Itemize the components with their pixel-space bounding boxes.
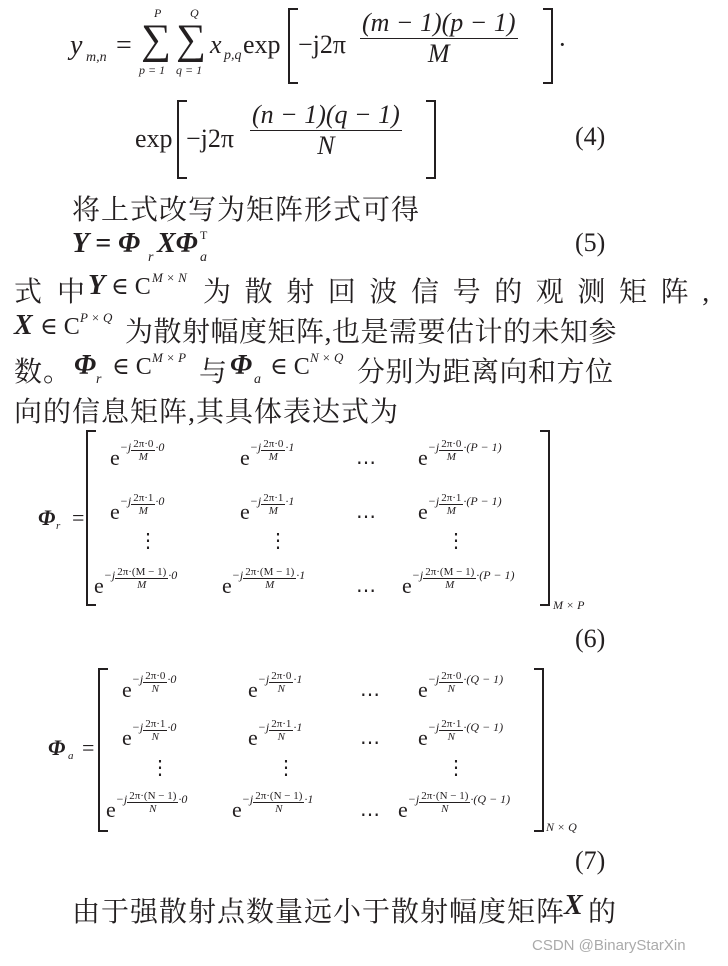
- numerator: 2π·0: [441, 670, 462, 682]
- eq4-equals: =: [116, 30, 132, 61]
- numerator: 2π·(M − 1): [245, 566, 295, 578]
- exponent: [412, 566, 515, 591]
- exponent-fraction: [261, 492, 285, 517]
- multiplier: ·1: [293, 672, 303, 686]
- sum1-top: P: [154, 6, 162, 20]
- multiplier: ·0: [167, 720, 177, 734]
- multiplier: ·0: [167, 672, 177, 686]
- exp-base: e: [418, 445, 428, 470]
- denominator: M: [268, 451, 278, 463]
- equation-number: (7): [575, 846, 606, 875]
- symbol: ∈ C: [270, 354, 310, 380]
- matrix-entry: [94, 566, 177, 599]
- numerator: 2π·(M − 1): [117, 566, 167, 578]
- multiplier: ·(Q − 1): [463, 720, 504, 734]
- text: 的: [588, 897, 618, 928]
- eq4-lhs-sub: m,n: [86, 50, 107, 65]
- denominator: N: [277, 731, 285, 743]
- sum-icon: ∑: [176, 17, 206, 63]
- exp-base: e: [122, 725, 132, 750]
- symbol: Φ: [230, 350, 253, 381]
- symbol: ∈ C: [112, 354, 152, 380]
- exp-base: e: [248, 677, 258, 702]
- exp-prefix: −j: [249, 440, 262, 454]
- vdots-icon: ⋮: [268, 530, 288, 552]
- numerator: (m − 1)(p − 1): [362, 8, 516, 37]
- denominator: M: [445, 579, 455, 591]
- matrix-entry: [240, 492, 294, 525]
- numerator: 2π·0: [133, 438, 154, 450]
- vdots-icon: ⋮: [446, 757, 466, 779]
- denominator: M: [427, 39, 450, 68]
- denominator: N: [447, 683, 455, 695]
- exponent: [232, 566, 305, 591]
- eq6-equals: =: [72, 505, 85, 530]
- exponent: [120, 438, 165, 463]
- exponent-fraction: [439, 670, 463, 695]
- denominator: N: [151, 731, 159, 743]
- matrix-size: N × Q: [546, 820, 577, 834]
- sum-icon: ∑: [141, 17, 171, 63]
- exponent-fraction: [127, 790, 178, 815]
- exp-base: e: [402, 573, 412, 598]
- text: 为 散 射 回 波 信 号 的 观 测 矩 阵 ,: [203, 277, 713, 308]
- exp-base: e: [248, 725, 258, 750]
- text: 为散射幅度矩阵,也是需要估计的未知参: [125, 317, 618, 348]
- exp-prefix: −j: [427, 494, 440, 508]
- numerator: 2π·(N − 1): [421, 790, 469, 802]
- exp-base: e: [110, 499, 120, 524]
- exponent-fraction: [439, 718, 463, 743]
- exponent: [120, 492, 165, 517]
- equation-number: (4): [575, 122, 606, 151]
- eq6-lhs-sub: r: [56, 520, 61, 532]
- numerator: 2π·0: [145, 670, 166, 682]
- hdots-icon: ⋯: [360, 804, 380, 826]
- multiplier: ·1: [293, 720, 303, 734]
- eq5-sub-a: a: [200, 250, 207, 265]
- eq5-x-phi: XΦ: [157, 228, 198, 259]
- exp-base: e: [232, 797, 242, 822]
- exponent-fraction: [143, 718, 167, 743]
- eq4-lhs: y: [70, 30, 83, 61]
- exp-prefix: −j: [131, 672, 144, 686]
- exponent: [242, 790, 314, 815]
- multiplier: ·(Q − 1): [463, 672, 504, 686]
- exponent-fraction: [131, 492, 155, 517]
- eq7-lhs-sub: a: [68, 750, 74, 762]
- exponent-fraction: [423, 566, 476, 591]
- matrix-entry: [418, 718, 503, 751]
- exponent: [132, 670, 177, 695]
- multiplier: ·1: [296, 568, 306, 582]
- right-bracket: [543, 8, 553, 84]
- numerator: 2π·1: [145, 718, 166, 730]
- multiplier: ·(P − 1): [476, 568, 515, 582]
- eq5-sub-r: r: [148, 250, 154, 265]
- eq6-lhs: Φ: [38, 505, 56, 530]
- vdots-icon: ⋮: [276, 757, 296, 779]
- matrix-entry: [418, 438, 502, 471]
- multiplier: ·1: [285, 440, 295, 454]
- exponent-fraction: [439, 492, 463, 517]
- denominator: N: [151, 683, 159, 695]
- symbol: Φ: [74, 350, 97, 381]
- vdots-icon: ⋮: [138, 530, 158, 552]
- numerator: (n − 1)(q − 1): [252, 100, 400, 129]
- exponent: [428, 670, 503, 695]
- hdots-icon: ⋯: [360, 732, 380, 754]
- multiplier: ·0: [155, 440, 165, 454]
- symbol: X: [14, 310, 33, 341]
- eq4-x: x: [210, 30, 222, 59]
- exp-prefix: −j: [257, 672, 270, 686]
- exponent: [408, 790, 510, 815]
- equation-number: (6): [575, 624, 606, 653]
- numerator: 2π·0: [441, 438, 462, 450]
- text: 向的信息矩阵,其具体表达式为: [14, 397, 400, 428]
- exp-prefix: −j: [407, 792, 420, 806]
- numerator: 2π·(N − 1): [255, 790, 303, 802]
- exponent-fraction: [261, 438, 285, 463]
- exponent-fraction: [115, 566, 168, 591]
- multiplier: ·0: [168, 568, 178, 582]
- exp-base: e: [418, 499, 428, 524]
- symbol: X: [564, 890, 583, 921]
- right-bracket: [540, 430, 550, 606]
- denominator: M: [137, 579, 147, 591]
- matrix-entry: [232, 790, 313, 823]
- exponent-fraction: [143, 670, 167, 695]
- watermark: CSDN @BinaryStarXin: [532, 937, 686, 954]
- denominator: M: [268, 505, 278, 517]
- eq4-dot: ·: [558, 30, 567, 59]
- exponent-fraction: [419, 790, 470, 815]
- numerator: 2π·1: [441, 492, 462, 504]
- text: 与: [199, 357, 229, 388]
- numerator: 2π·1: [271, 718, 292, 730]
- exponent: [428, 438, 502, 463]
- matrix-entry: [122, 670, 176, 703]
- exp-base: e: [240, 445, 250, 470]
- exp-prefix: −j: [427, 720, 440, 734]
- matrix-size: M × P: [553, 598, 585, 612]
- denominator: N: [149, 803, 157, 815]
- numerator: 2π·1: [133, 492, 154, 504]
- eq4-exp-2: exp: [135, 124, 173, 153]
- eq7-equals: =: [82, 735, 95, 760]
- hdots-icon: ⋯: [356, 580, 376, 602]
- exponent: [250, 492, 295, 517]
- sum2-bot: q = 1: [176, 63, 203, 77]
- paragraph-line: 将上式改写为矩阵形式可得: [72, 195, 421, 226]
- multiplier: ·(Q − 1): [470, 792, 511, 806]
- hdots-icon: ⋯: [360, 684, 380, 706]
- denominator: M: [446, 451, 456, 463]
- matrix-entry: [222, 566, 305, 599]
- text: 式 中: [14, 277, 90, 308]
- right-bracket: [426, 100, 436, 179]
- numerator: 2π·1: [263, 492, 284, 504]
- matrix-entry: [248, 718, 302, 751]
- exponent: [428, 718, 503, 743]
- superscript: M × P: [152, 350, 187, 365]
- exponent-fraction: [253, 790, 304, 815]
- eq4-exp: exp: [243, 30, 281, 59]
- superscript: M × N: [152, 270, 187, 285]
- sum1-bot: p = 1: [139, 63, 166, 77]
- exponent-fraction: [131, 438, 155, 463]
- exponent-fraction: [439, 438, 463, 463]
- exp-prefix: −j: [411, 568, 424, 582]
- superscript: P × Q: [80, 310, 113, 325]
- text: 分别为距离向和方位: [357, 357, 614, 388]
- denominator: M: [265, 579, 275, 591]
- exp-base: e: [110, 445, 120, 470]
- exp-prefix: −j: [427, 672, 440, 686]
- matrix-entry: [398, 790, 510, 823]
- exp-prefix: −j: [115, 792, 128, 806]
- numerator: 2π·0: [271, 670, 292, 682]
- exp-prefix: −j: [249, 494, 262, 508]
- symbol: Y: [88, 270, 106, 301]
- exp-base: e: [106, 797, 116, 822]
- denominator: M: [446, 505, 456, 517]
- left-bracket: [288, 8, 298, 84]
- matrix-entry: [110, 492, 164, 525]
- exp-prefix: −j: [103, 568, 116, 582]
- matrix-entry: [240, 438, 294, 471]
- numerator: 2π·0: [263, 438, 284, 450]
- eq4-fraction-2: [250, 100, 402, 161]
- matrix-entry: [402, 566, 514, 599]
- exponent: [250, 438, 295, 463]
- symbol: ∈ C: [111, 274, 151, 300]
- text: 由于强散射点数量远小于散射幅度矩阵: [72, 897, 566, 928]
- equation-number: (5): [575, 228, 606, 257]
- denominator: N: [441, 803, 449, 815]
- exp-prefix: −j: [257, 720, 270, 734]
- exp-base: e: [240, 499, 250, 524]
- eq4-j2pi-2: −j2π: [186, 124, 235, 153]
- exponent-fraction: [269, 718, 293, 743]
- eq7-lhs: Φ: [48, 735, 66, 760]
- eq5-expr: Y = Φ: [72, 228, 141, 259]
- multiplier: ·1: [285, 494, 295, 508]
- hdots-icon: ⋯: [356, 452, 376, 474]
- multiplier: ·0: [155, 494, 165, 508]
- symbol: ∈ C: [40, 314, 80, 340]
- exponent-fraction: [243, 566, 296, 591]
- denominator: N: [277, 683, 285, 695]
- hdots-icon: ⋯: [356, 506, 376, 528]
- exponent: [428, 492, 502, 517]
- exp-prefix: −j: [119, 494, 132, 508]
- exponent-fraction: [269, 670, 293, 695]
- denominator: N: [317, 131, 335, 160]
- superscript: N × Q: [310, 350, 344, 365]
- eq4-j2pi: −j2π: [298, 30, 347, 59]
- matrix-entry: [418, 670, 503, 703]
- multiplier: ·0: [178, 792, 188, 806]
- numerator: 2π·(N − 1): [129, 790, 177, 802]
- vdots-icon: ⋮: [150, 757, 170, 779]
- exp-base: e: [418, 677, 428, 702]
- matrix-entry: [122, 718, 176, 751]
- vdots-icon: ⋮: [446, 530, 466, 552]
- denominator: N: [275, 803, 283, 815]
- text: 数。: [14, 357, 73, 388]
- exp-prefix: −j: [427, 440, 440, 454]
- exponent: [258, 718, 303, 743]
- matrix-entry: [418, 492, 502, 525]
- exponent: [116, 790, 188, 815]
- numerator: 2π·(M − 1): [425, 566, 475, 578]
- exp-base: e: [398, 797, 408, 822]
- exp-base: e: [122, 677, 132, 702]
- multiplier: ·1: [304, 792, 314, 806]
- exponent: [132, 718, 177, 743]
- right-bracket: [534, 668, 544, 832]
- exponent: [104, 566, 177, 591]
- exp-base: e: [94, 573, 104, 598]
- exp-prefix: −j: [119, 440, 132, 454]
- multiplier: ·(P − 1): [463, 494, 502, 508]
- exp-prefix: −j: [131, 720, 144, 734]
- exp-prefix: −j: [241, 792, 254, 806]
- matrix-entry: [110, 438, 164, 471]
- exponent: [258, 670, 303, 695]
- subscript: r: [96, 372, 102, 387]
- numerator: 2π·1: [441, 718, 462, 730]
- subscript: a: [254, 372, 261, 387]
- eq4-x-sub: p,q: [224, 48, 242, 63]
- denominator: M: [138, 451, 148, 463]
- exp-prefix: −j: [231, 568, 244, 582]
- matrix-entry: [106, 790, 187, 823]
- denominator: N: [447, 731, 455, 743]
- denominator: M: [138, 505, 148, 517]
- sum2-top: Q: [190, 6, 199, 20]
- matrix-entry: [248, 670, 302, 703]
- eq5-sup-T: T: [200, 228, 208, 242]
- exp-base: e: [222, 573, 232, 598]
- eq4-fraction-1: [360, 8, 518, 69]
- multiplier: ·(P − 1): [463, 440, 502, 454]
- exp-base: e: [418, 725, 428, 750]
